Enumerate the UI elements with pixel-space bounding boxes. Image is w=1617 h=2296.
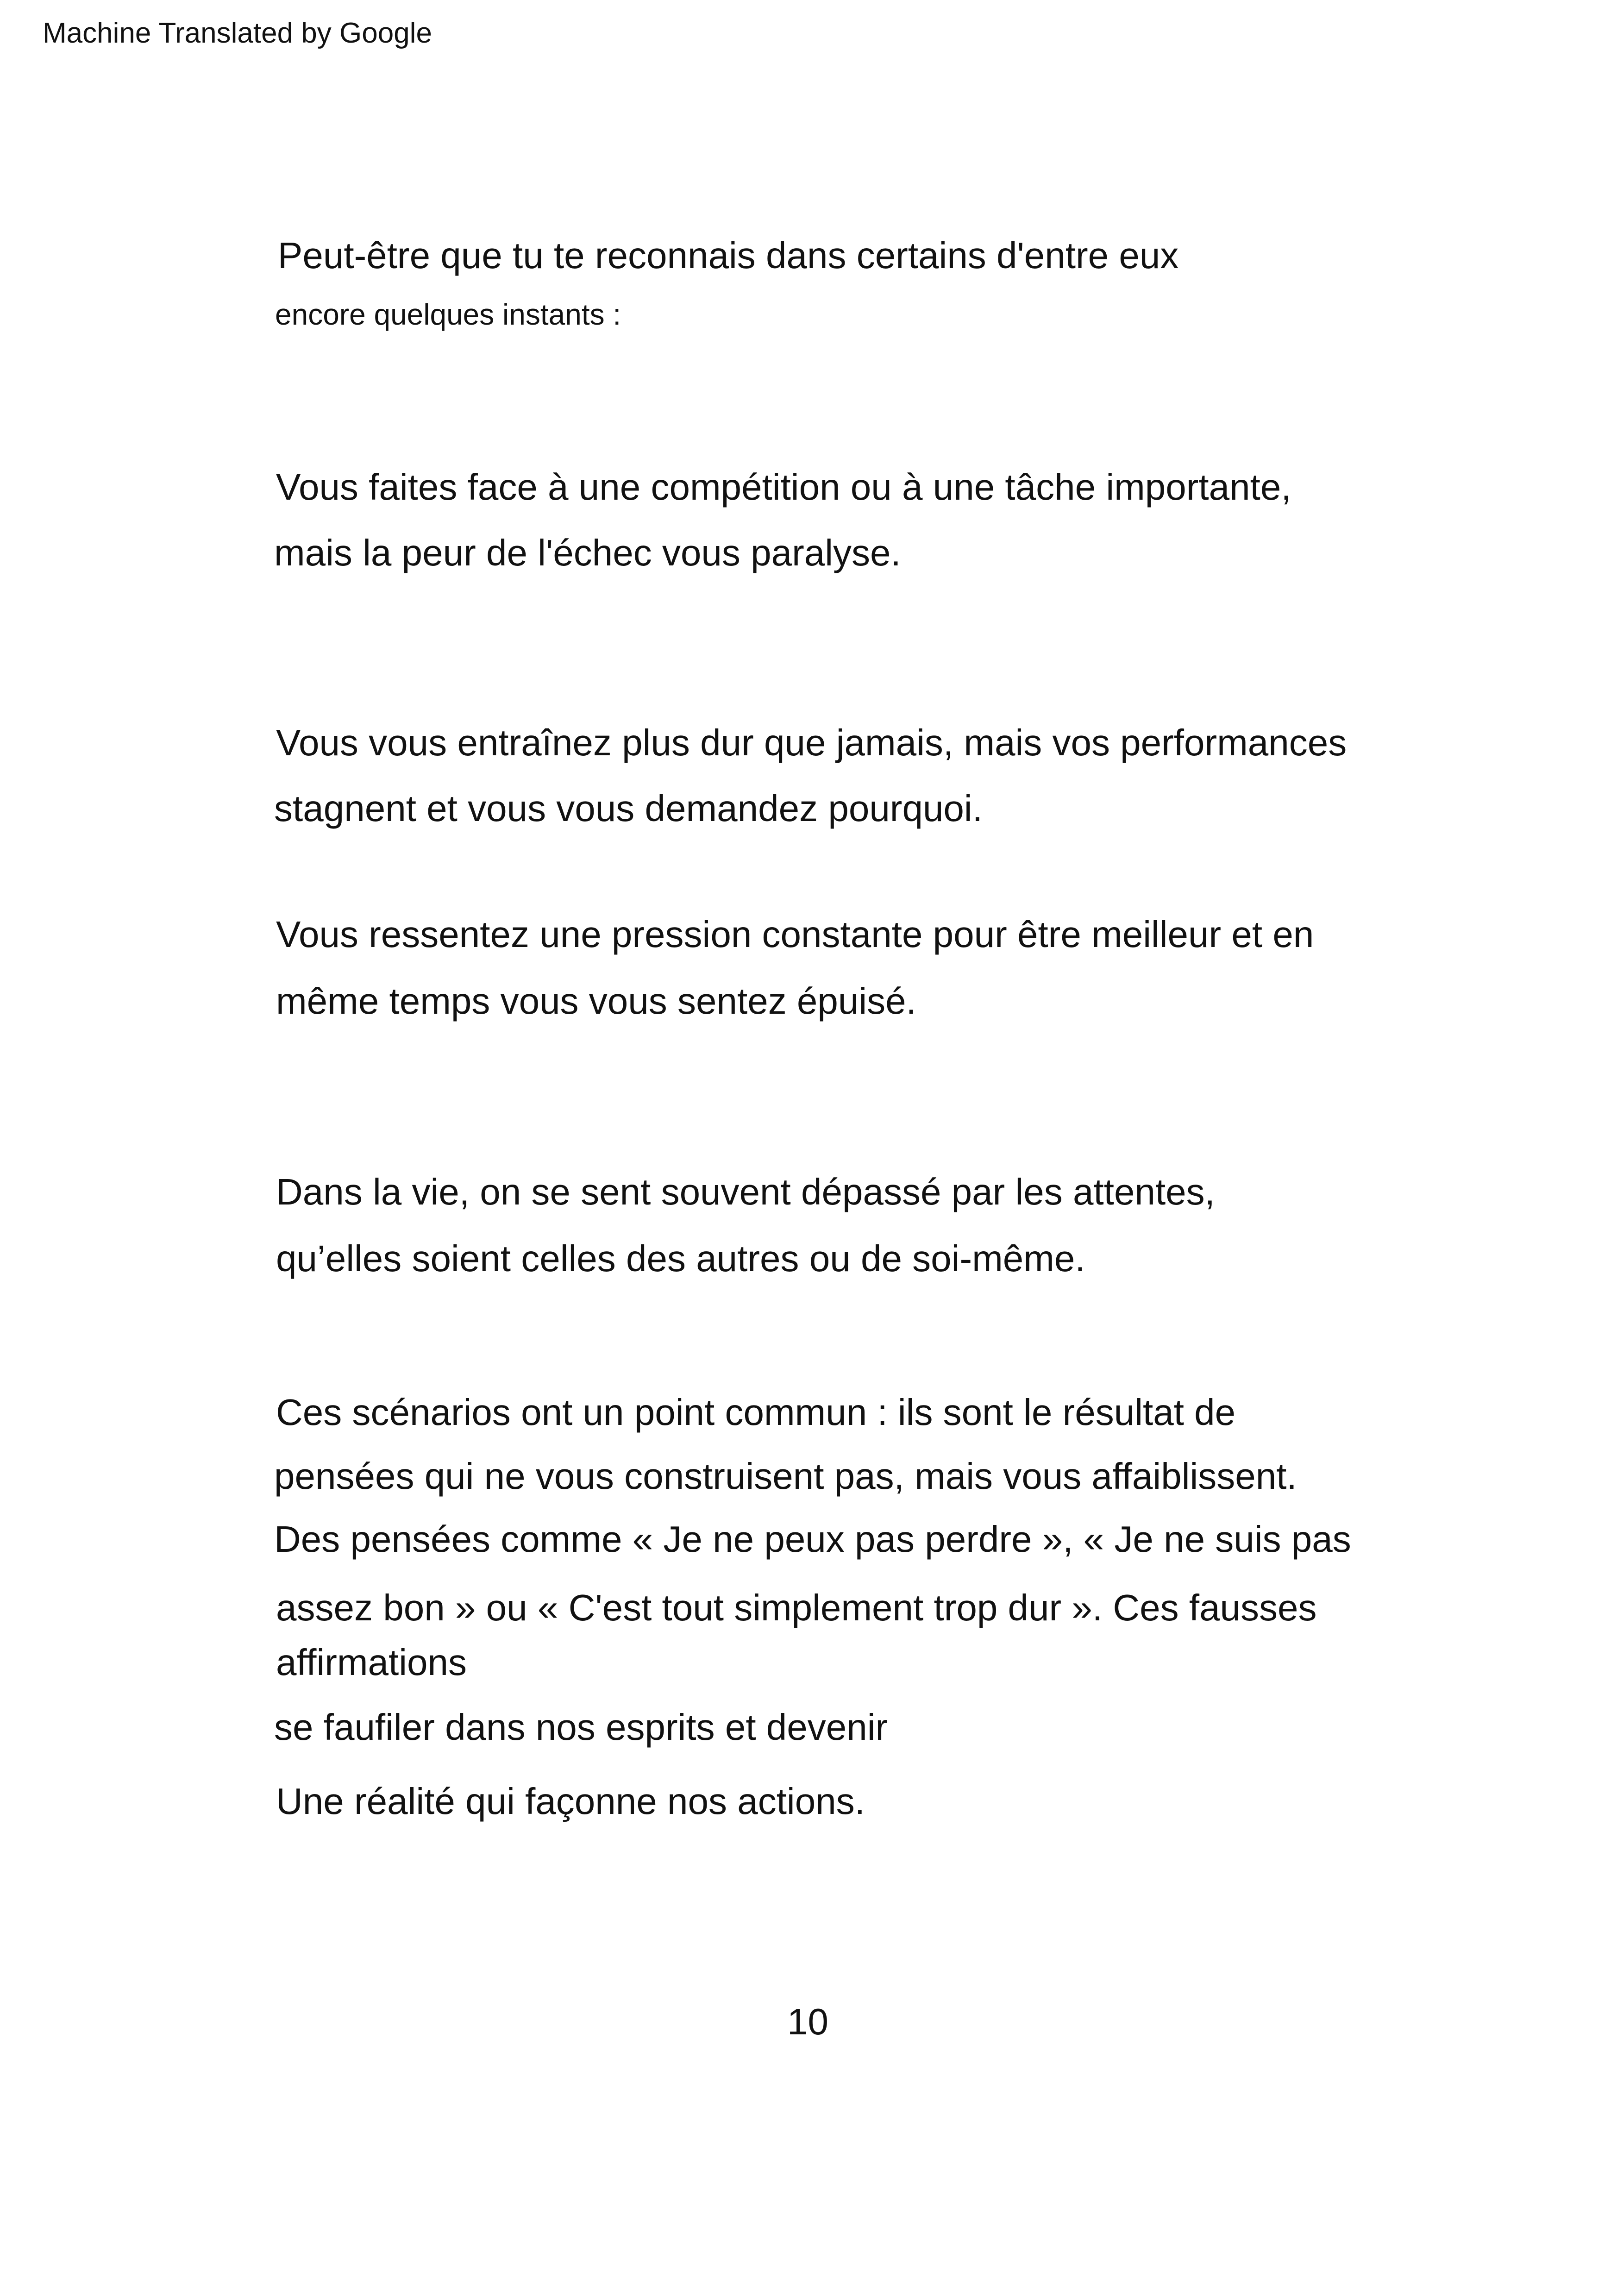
paragraph-5-line-3: Des pensées comme « Je ne peux pas perdre », « Je ne suis pas bbox=[274, 1518, 1351, 1560]
page-number: 10 bbox=[787, 2001, 828, 2042]
paragraph-3-line-2: même temps vous vous sentez épuisé. bbox=[276, 980, 916, 1022]
paragraph-5-line-4: assez bon » ou « C'est tout simplement trop dur ». Ces fausses bbox=[276, 1587, 1317, 1628]
intro-line-2: encore quelques instants : bbox=[275, 298, 621, 331]
paragraph-5-line-6: se faufiler dans nos esprits et devenir bbox=[274, 1706, 888, 1748]
paragraph-3-line-1: Vous ressentez une pression constante pour être meilleur et en bbox=[276, 914, 1314, 955]
paragraph-5-line-5: affirmations bbox=[276, 1642, 467, 1683]
paragraph-4-line-1: Dans la vie, on se sent souvent dépassé par les attentes, bbox=[276, 1171, 1215, 1212]
paragraph-5-line-2: pensées qui ne vous construisent pas, mais vous affaiblissent. bbox=[274, 1455, 1297, 1497]
machine-translation-note: Machine Translated by Google bbox=[43, 17, 432, 49]
paragraph-5-line-7: Une réalité qui façonne nos actions. bbox=[276, 1781, 865, 1822]
intro-line-1: Peut-être que tu te reconnais dans certains d'entre eux bbox=[278, 235, 1179, 276]
paragraph-2-line-2: stagnent et vous vous demandez pourquoi. bbox=[274, 788, 983, 829]
paragraph-4-line-2: qu’elles soient celles des autres ou de soi-même. bbox=[276, 1238, 1085, 1279]
paragraph-2-line-1: Vous vous entraînez plus dur que jamais, mais vos performances bbox=[276, 722, 1347, 763]
paragraph-1-line-2: mais la peur de l'échec vous paralyse. bbox=[274, 532, 901, 573]
paragraph-5-line-1: Ces scénarios ont un point commun : ils sont le résultat de bbox=[276, 1392, 1236, 1433]
paragraph-1-line-1: Vous faites face à une compétition ou à une tâche importante, bbox=[276, 466, 1291, 508]
